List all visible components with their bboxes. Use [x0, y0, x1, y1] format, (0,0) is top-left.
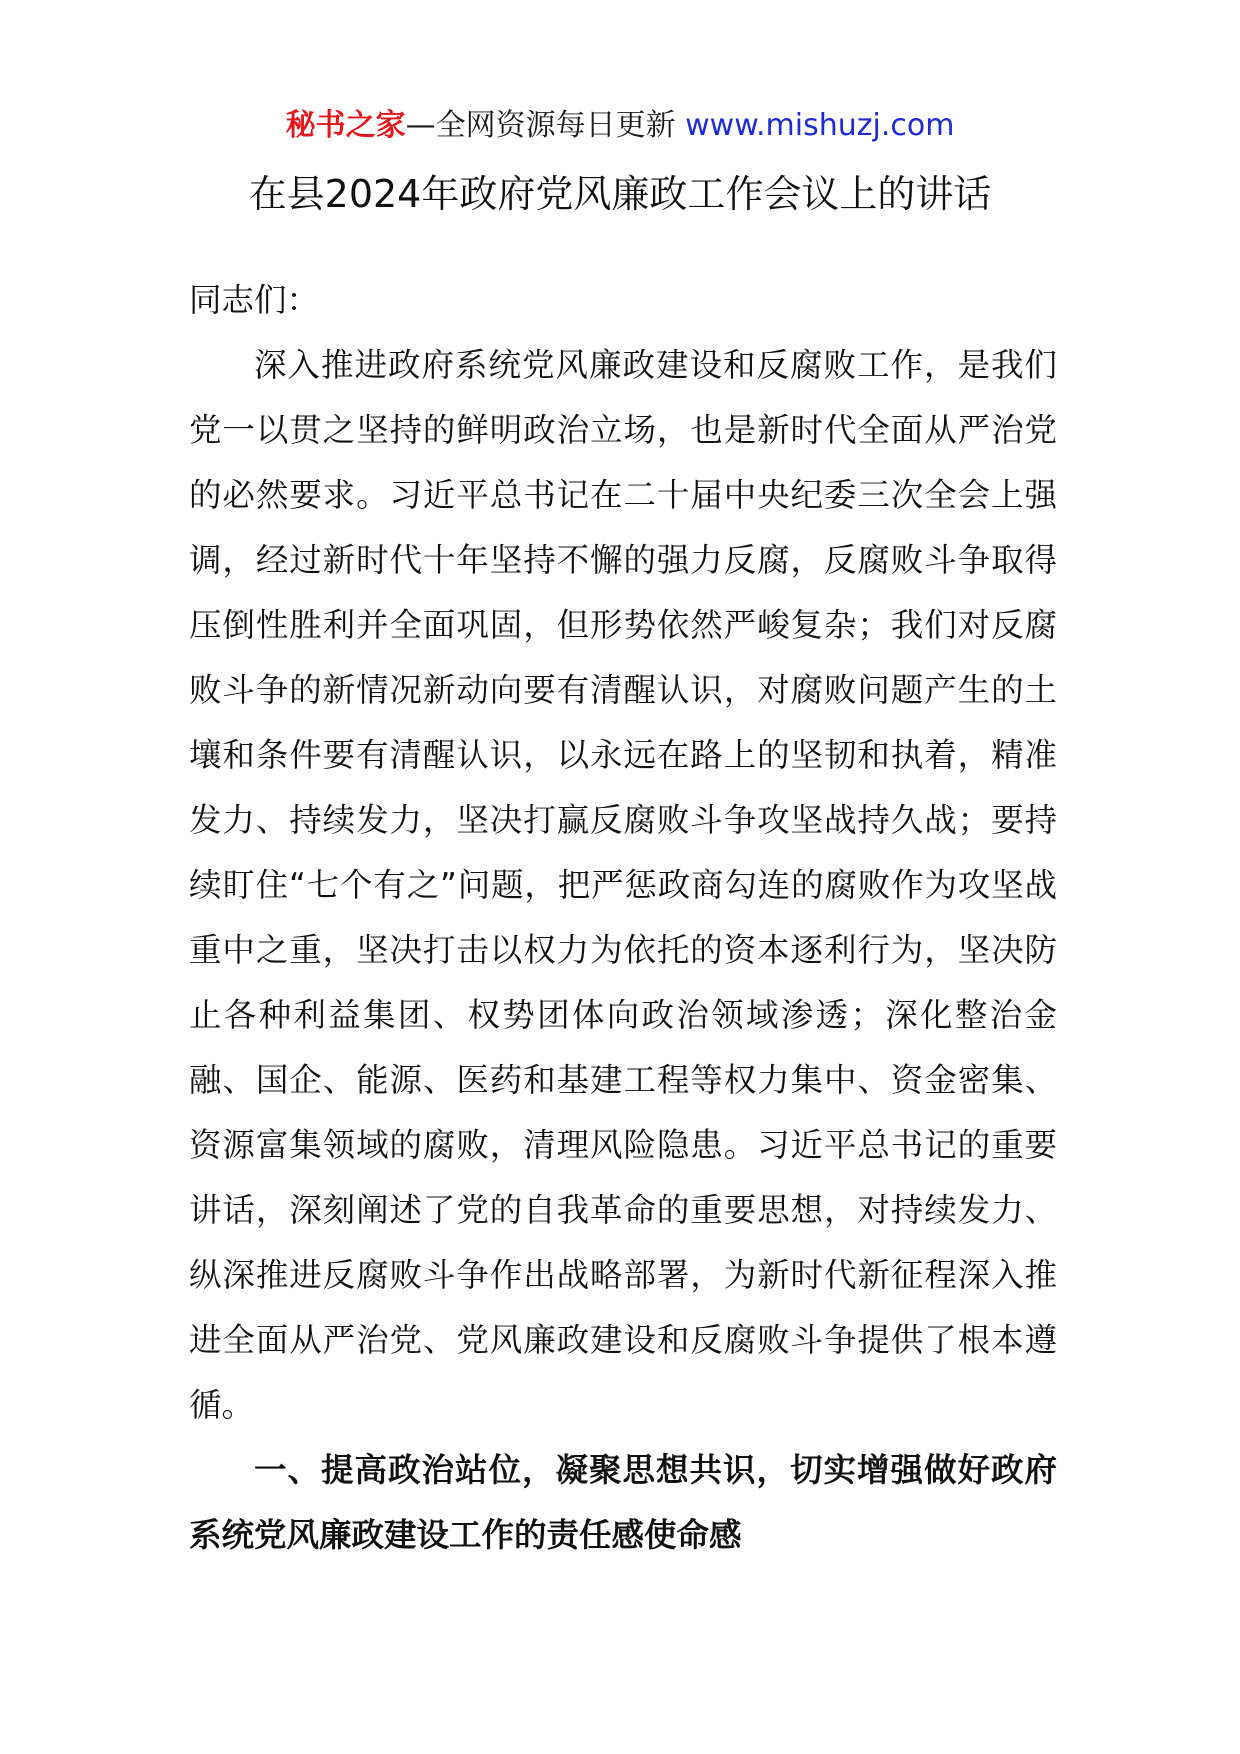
section-heading-1: 一、提高政治站位，凝聚思想共识，切实增强做好政府系统党风廉政建设工作的责任感使命感	[189, 1451, 1057, 1554]
salutation: 同志们：	[189, 281, 320, 319]
paragraph-intro: 深入推进政府系统党风廉政建设和反腐败工作，是我们党一以贯之坚持的鲜明政治立场，也是新时代全面从严治党的必然要求。习近平总书记在二十届中央纪委三次全会上强调，经过新时代十年坚持不懈的强力反腐，反腐败斗争取得压倒性胜利并全面巩固，但形势依然严峻复杂；我们对反腐败斗争的新情况新动向要有清醒认识，对腐败问题产生的土壤和条件要有清醒认识，以永远在路上的坚韧和执着，精准发力、持续发力，坚决打赢反腐败斗争攻坚战持久战；要持续盯住“七个有之”问题，把严惩政商勾连的腐败作为攻坚战重中之重，坚决打击以权力为依托的资本逐利行为，坚决防止各种利益集团、权势团体向政治领域渗透；深化整治金融、国企、能源、医药和基建工程等权力集中、资金密集、资源富集领域的腐败，清理风险隐患。习近平总书记的重要讲话，深刻阐述了党的自我革命的重要思想，对持续发力、纵深推进反腐败斗争作出战略部署，为新时代新征程深入推进全面从严治党、党风廉政建设和反腐败斗争提供了根本遵循。	[189, 346, 1057, 1424]
banner-tagline: —全网资源每日更新	[405, 108, 676, 143]
site-banner	[0, 104, 1240, 148]
document-title: 在县2024年政府党风廉政工作会议上的讲话	[248, 172, 992, 216]
document-body	[189, 268, 1057, 1568]
brand-name: 秘书之家	[285, 108, 406, 143]
site-url-link[interactable]: www.mishuzj.com	[685, 108, 955, 143]
